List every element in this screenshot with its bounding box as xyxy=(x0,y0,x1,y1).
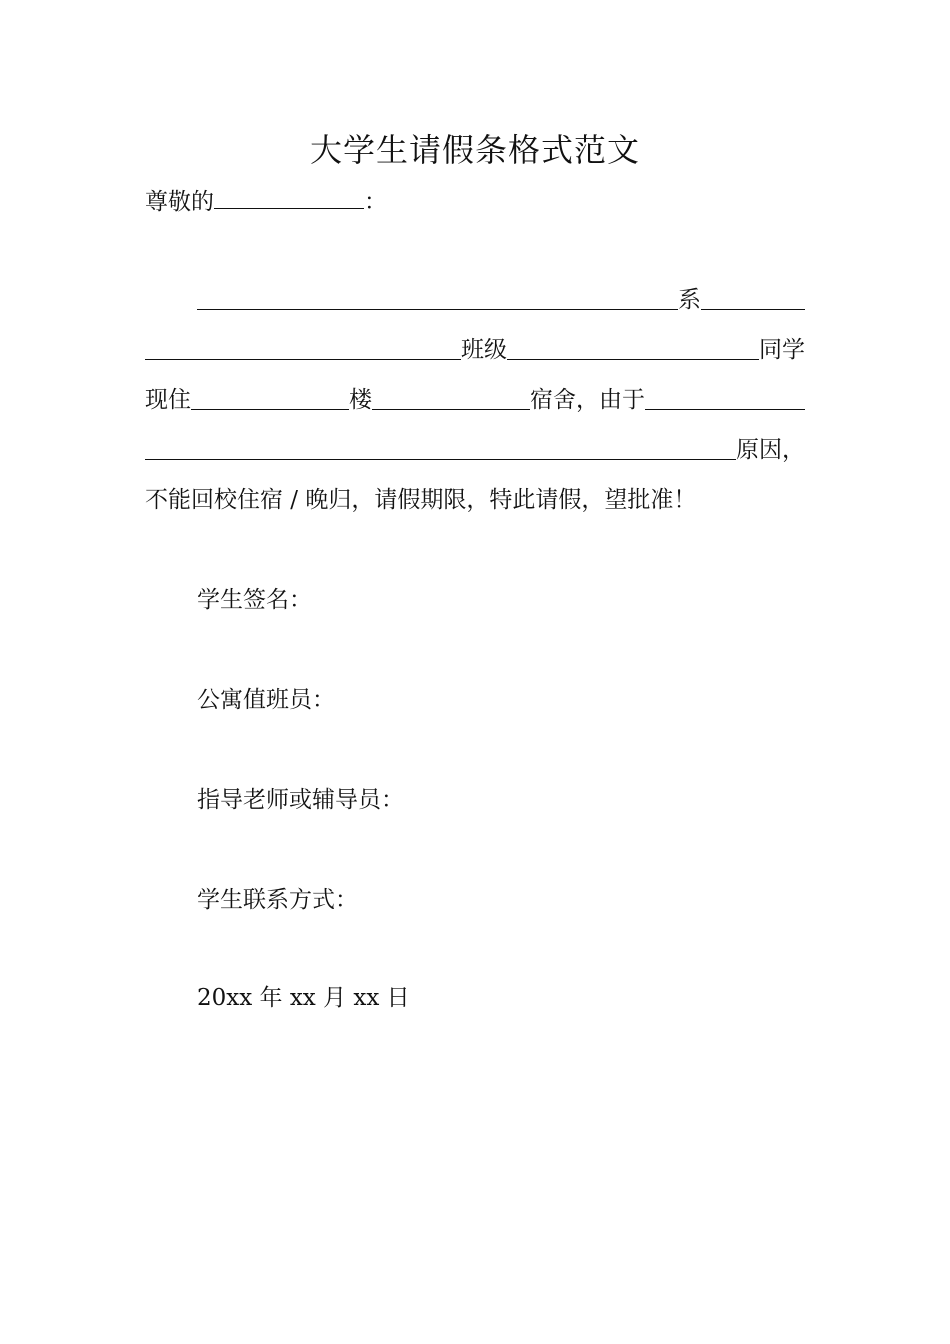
dorm-label: 宿舍，由于 xyxy=(530,387,645,413)
dorm-blank xyxy=(372,385,530,410)
body-line-1 xyxy=(197,284,805,316)
document-title: 大学生请假条格式范文 xyxy=(309,131,640,169)
advisor-line: 指导老师或辅导员： xyxy=(197,787,404,813)
dept-blank-start xyxy=(701,285,805,310)
building-label: 楼 xyxy=(349,387,372,413)
reason-blank-end xyxy=(145,435,736,460)
duty-officer-line: 公寓值班员： xyxy=(197,687,335,713)
body-line-5 xyxy=(145,484,805,516)
student-signature-line: 学生签名： xyxy=(197,587,312,613)
salutation-line xyxy=(145,184,805,218)
class-blank xyxy=(507,335,759,360)
date-line: 20xx 年 xx 月 xx 日 xyxy=(197,985,410,1011)
recipient-blank xyxy=(214,184,364,209)
salutation-suffix: ： xyxy=(364,189,387,215)
reason-label: 原因， xyxy=(736,437,805,463)
salutation-prefix: 尊敬的 xyxy=(145,189,214,215)
body-line-3 xyxy=(145,384,805,416)
reason-blank-start xyxy=(645,385,805,410)
dept-blank-end xyxy=(145,335,461,360)
contact-line: 学生联系方式： xyxy=(197,887,358,913)
body-line-4 xyxy=(145,434,805,466)
live-label: 现住 xyxy=(145,387,191,413)
body-line-2 xyxy=(145,334,805,366)
dept-label: 系 xyxy=(678,287,701,313)
class-label: 班级 xyxy=(461,337,507,363)
building-blank xyxy=(191,385,349,410)
student-label: 同学 xyxy=(759,337,805,363)
closing-text: 不能回校住宿 / 晚归，请假期限，特此请假，望批准！ xyxy=(145,487,697,513)
name-blank xyxy=(197,285,678,310)
